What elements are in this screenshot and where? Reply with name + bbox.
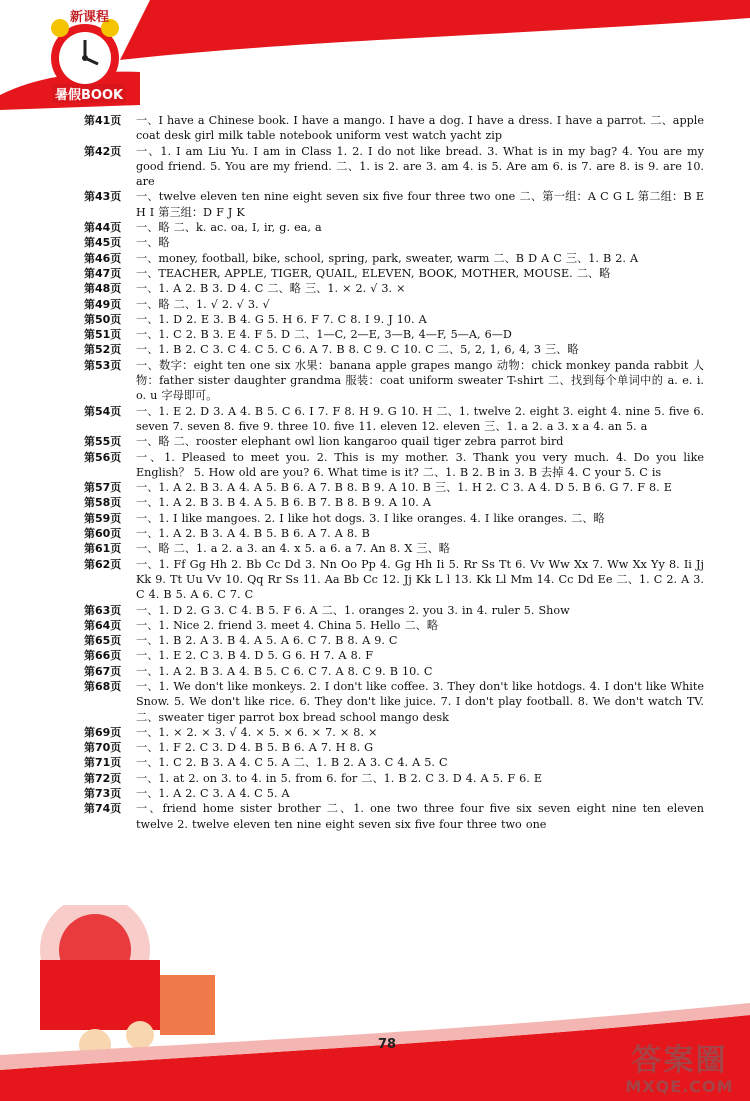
page-label: 第55页 xyxy=(84,435,122,449)
answer-text: 一、略 二、k. ac. oa, I, ir, g. ea, a xyxy=(136,221,322,235)
answer-text: 一、1. D 2. G 3. C 4. B 5. F 6. A 二、1. oranges 2. you 3. in 4. ruler 5. Show xyxy=(136,603,570,617)
answer-text: 一、1. A 2. B 3. A 4. A 5. B 6. A 7. B 8. B 9. A 10. B 三、1. H 2. C 3. A 4. D 5. B 6. G 7. F 8. E xyxy=(136,481,672,495)
answer-text: 一、1. E 2. C 3. B 4. D 5. G 6. H 7. A 8. F xyxy=(136,649,374,663)
answer-row xyxy=(84,526,704,541)
answer-row xyxy=(84,633,704,648)
answer-row xyxy=(84,618,704,633)
page-label: 第64页 xyxy=(84,618,122,632)
answer-text: 一、1. × 2. × 3. √ 4. × 5. × 6. × 7. × 8. × xyxy=(136,725,378,739)
answer-text: 一、略 二、1. a 2. a 3. an 4. x 5. a 6. a 7. An 8. X 三、略 xyxy=(136,542,450,556)
answer-text: 一、1. Ff Gg Hh 2. Bb Cc Dd 3. Nn Oo Pp 4. Gg Hh Ii 5. Rr Ss Tt 6. Vv Ww Xx 7. Ww Xx Yy 8. Ii Jj Kk 9. Tt Uu Vv 10. Qq Rr Ss 11. Aa Bb Cc 12. Jj Kk L l 13. Kk Ll Mm 14. Cc Dd Ee 二、1. C 2. A 3. C 4. B 5. A 6. C 7. C xyxy=(136,557,704,602)
answer-text: 一、1. A 2. B 3. A 4. B 5. C 6. C 7. A 8. C 9. B 10. C xyxy=(136,664,433,678)
page-number: 78 xyxy=(378,1037,397,1052)
answer-text: 一、1. B 2. C 3. C 4. C 5. C 6. A 7. B 8. C 9. C 10. C 二、5, 2, 1, 6, 4, 3 三、略 xyxy=(136,343,579,357)
answer-row xyxy=(84,511,704,526)
page-label: 第56页 xyxy=(84,450,122,464)
answer-text: 一、1. We don't like monkeys. 2. I don't like coffee. 3. They don't like hotdogs. 4. I don't like White Snow. 5. We don't like rice. 6. They don't like juice. 7. I don't play football. 8. We don't watch TV. 二、sweater tiger parrot box bread school mango desk xyxy=(136,679,704,724)
answer-text: 一、1. B 2. A 3. B 4. A 5. A 6. C 7. B 8. A 9. C xyxy=(136,634,398,648)
answer-text: 一、friend home sister brother 二、1. one two three four five six seven eight nine ten eleven twelve 2. twelve eleven ten nine eight seven six five four three two one xyxy=(136,802,704,831)
answer-row xyxy=(84,144,704,190)
page-label: 第59页 xyxy=(84,511,122,525)
answer-row xyxy=(84,603,704,618)
page-label: 第52页 xyxy=(84,343,122,357)
answer-row xyxy=(84,281,704,296)
answer-text: 一、1. A 2. B 3. D 4. C 二、略 三、1. × 2. √ 3. × xyxy=(136,282,406,296)
gift-box-side xyxy=(160,975,215,1035)
answer-row xyxy=(84,786,704,801)
answer-row xyxy=(84,648,704,663)
watermark-title: 答案圈 xyxy=(631,1043,728,1078)
answer-text: 一、1. at 2. on 3. to 4. in 5. from 6. for 二、1. B 2. C 3. D 4. A 5. F 6. E xyxy=(136,771,543,785)
answer-text: 一、数字：eight ten one six 水果：banana apple grapes mango 动物：chick monkey panda rabbit 人物：father sister daughter grandma 服装：coat uniform sweater T-shirt 二、找到每个单词中的 a. e. i. o. u 字母即可。 xyxy=(136,358,704,403)
answer-text: 一、twelve eleven ten nine eight seven six five four three two one 二、第一组：A C G L 第二组：B E H I 第三组：D F J K xyxy=(136,190,704,219)
answer-row xyxy=(84,404,704,435)
answer-row xyxy=(84,266,704,281)
answer-row xyxy=(84,495,704,510)
answer-row xyxy=(84,297,704,312)
page-label: 第68页 xyxy=(84,679,122,693)
page-label: 第53页 xyxy=(84,358,122,372)
answer-text: 一、1. I like mangoes. 2. I like hot dogs. 3. I like oranges. 4. I like oranges. 二、略 xyxy=(136,511,605,525)
answer-row xyxy=(84,541,704,556)
answer-row xyxy=(84,664,704,679)
page-label: 第51页 xyxy=(84,328,122,342)
publisher-logo xyxy=(30,6,140,106)
page-label: 第44页 xyxy=(84,221,122,235)
gift-box xyxy=(40,960,160,1030)
page-label: 第67页 xyxy=(84,664,122,678)
answer-row xyxy=(84,557,704,603)
answer-text: 一、略 二、1. √ 2. √ 3. √ xyxy=(136,297,270,311)
logo-brand-name: 暑假BOOK xyxy=(52,84,126,103)
answer-row xyxy=(84,220,704,235)
answer-row xyxy=(84,434,704,449)
page-label: 第54页 xyxy=(84,404,122,418)
page-label: 第73页 xyxy=(84,787,122,801)
page-label: 第72页 xyxy=(84,771,122,785)
answer-row xyxy=(84,235,704,250)
answer-text: 一、1. C 2. B 3. A 4. C 5. A 二、1. B 2. A 3. C 4. A 5. C xyxy=(136,756,448,770)
answer-row xyxy=(84,342,704,357)
answer-list xyxy=(84,113,704,832)
answer-row xyxy=(84,327,704,342)
page-label: 第58页 xyxy=(84,496,122,510)
logo-series-name: 新课程 xyxy=(70,10,110,25)
answer-text: 一、money, football, bike, school, spring, park, sweater, warm 二、B D A C 三、1. B 2. A xyxy=(136,251,639,265)
answer-row xyxy=(84,450,704,481)
page-label: 第61页 xyxy=(84,542,122,556)
answer-row xyxy=(84,113,704,144)
page-label: 第63页 xyxy=(84,603,122,617)
child-face-right xyxy=(126,1021,154,1049)
answer-text: 一、1. D 2. E 3. B 4. G 5. H 6. F 7. C 8. I 9. J 10. A xyxy=(136,312,427,326)
watermark-url: MXQE.COM xyxy=(625,1077,734,1096)
answer-row xyxy=(84,312,704,327)
answer-text: 一、1. A 2. B 3. B 4. A 5. B 6. B 7. B 8. B 9. A 10. A xyxy=(136,496,431,510)
page-label: 第48页 xyxy=(84,282,122,296)
answer-row xyxy=(84,358,704,404)
page-label: 第60页 xyxy=(84,527,122,541)
page-label: 第45页 xyxy=(84,236,122,250)
page-label: 第49页 xyxy=(84,297,122,311)
answer-row xyxy=(84,251,704,266)
answer-row xyxy=(84,679,704,725)
answer-text: 一、略 二、rooster elephant owl lion kangaroo quail tiger zebra parrot bird xyxy=(136,435,564,449)
answer-text: 一、TEACHER, APPLE, TIGER, QUAIL, ELEVEN, BOOK, MOTHER, MOUSE. 二、略 xyxy=(136,266,611,280)
answer-text: 一、1. Pleased to meet you. 2. This is my mother. 3. Thank you very much. 4. Do you like English？ 5. How old are you? 6. What time is it? 二、1. B 2. B in 3. B 去掉 4. C your 5. C is xyxy=(136,450,704,479)
page-label: 第69页 xyxy=(84,725,122,739)
page-label: 第46页 xyxy=(84,251,122,265)
answer-text: 一、1. A 2. C 3. A 4. C 5. A xyxy=(136,787,290,801)
answer-row xyxy=(84,801,704,832)
page-label: 第42页 xyxy=(84,144,122,158)
page-label: 第41页 xyxy=(84,114,122,127)
answer-text: 一、I have a Chinese book. I have a mango. I have a dog. I have a dress. I have a parrot. 二、apple coat desk girl milk table notebook uniform vest watch yacht zip xyxy=(136,114,704,143)
answer-text: 一、1. C 2. B 3. E 4. F 5. D 二、1—C, 2—E, 3—B, 4—F, 5—A, 6—D xyxy=(136,328,512,342)
answer-row xyxy=(84,771,704,786)
page-label: 第50页 xyxy=(84,312,122,326)
answer-row xyxy=(84,480,704,495)
answer-text: 一、1. A 2. B 3. A 4. B 5. B 6. A 7. A 8. B xyxy=(136,527,370,541)
page-label: 第47页 xyxy=(84,266,122,280)
watermark xyxy=(612,1045,747,1096)
page-label: 第70页 xyxy=(84,741,122,755)
page-label: 第43页 xyxy=(84,190,122,204)
answer-text: 一、1. Nice 2. friend 3. meet 4. China 5. Hello 二、略 xyxy=(136,618,439,632)
page-label: 第65页 xyxy=(84,634,122,648)
page-label: 第74页 xyxy=(84,802,122,816)
red-swoosh xyxy=(120,0,750,60)
page-label: 第66页 xyxy=(84,649,122,663)
answer-row xyxy=(84,755,704,770)
page-label: 第57页 xyxy=(84,481,122,495)
answer-text: 一、1. F 2. C 3. D 4. B 5. B 6. A 7. H 8. G xyxy=(136,741,374,755)
answer-row xyxy=(84,740,704,755)
answer-row xyxy=(84,725,704,740)
answer-text: 一、略 xyxy=(136,236,170,250)
answer-text: 一、1. I am Liu Yu. I am in Class 1. 2. I do not like bread. 3. What is in my bag? 4. You are my good friend. 5. You are my friend. 二、1. is 2. are 3. am 4. is 5. Are am 6. is 7. are 8. is 9. are 10. are xyxy=(136,144,704,189)
answer-row xyxy=(84,189,704,220)
answer-text: 一、1. E 2. D 3. A 4. B 5. C 6. I 7. F 8. H 9. G 10. H 二、1. twelve 2. eight 3. eight 4. nine 5. five 6. seven 7. seven 8. five 9. three 10. five 11. eleven 12. eleven 三、1. a 2. a 3. x a 4. an 5. a xyxy=(136,404,704,433)
page-label: 第71页 xyxy=(84,756,122,770)
page-label: 第62页 xyxy=(84,557,122,571)
